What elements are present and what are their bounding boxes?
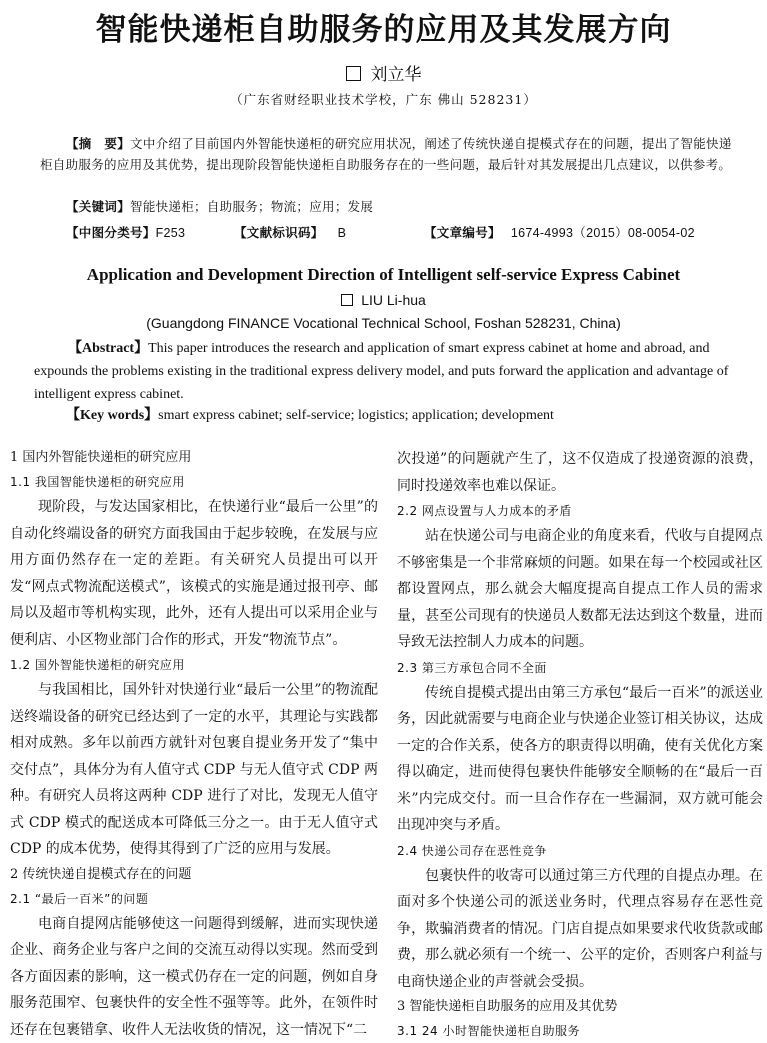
author-line (0, 60, 767, 85)
keywords-en-text: smart express cabinet; self-service; logistics; application; development (158, 408, 554, 423)
doc-code-value: B (338, 226, 347, 240)
author-name-en: LIU Li-hua (361, 292, 426, 308)
right-column (397, 446, 763, 1043)
keywords-zh-text: 智能快递柜；自助服务；物流；应用；发展 (130, 199, 373, 214)
abstract-zh (40, 133, 740, 175)
abstract-zh-label: 【摘 要】 (66, 136, 130, 151)
subsection-heading: 1.2 国外智能快递柜的研究应用 (10, 653, 378, 677)
paragraph: 现阶段，与发达国家相比，在快递行业“最后一公里”的自动化终端设备的研究方面我国由于起步较晚，在发展与应用方面仍然存在一定的差距。有关研究人员提出可以开发“网点式物流配送模式”，该模式的实施是通过报刊亭、邮局以及超市等机构实现，此外，还有人提出可以采用企业与便利店、小区物业部门合作的形式，开发“物流节点”。 (10, 494, 378, 653)
clc-value: F253 (156, 226, 186, 240)
section-heading: 1 国内外智能快递柜的研究应用 (10, 446, 378, 470)
doc-code-label: 【文献标识码】 (234, 225, 324, 240)
abstract-en (34, 337, 734, 406)
affiliation-en: (Guangdong FINANCE Vocational Technical School, Foshan 528231, China) (0, 315, 767, 331)
affiliation: （广东省财经职业技术学校，广东 佛山 528231） (0, 90, 767, 108)
subsection-heading: 2.1 “最后一百米”的问题 (10, 887, 378, 911)
article-no-label: 【文章编号】 (424, 225, 501, 240)
author-box-icon (346, 66, 361, 81)
subsection-heading: 1.1 我国智能快递柜的研究应用 (10, 470, 378, 494)
paragraph-continued: 次投递”的问题就产生了，这不仅造成了投递资源的浪费，同时投递效率也难以保证。 (397, 446, 763, 499)
paragraph: 传统自提模式提出由第三方承包“最后一百米”的派送业务，因此就需要与电商企业与快递企业签订相关协议，达成一定的合作关系，使各方的职责得以明确，使有关优化方案得以确定，进而使得包裹快件能够安全顺畅的在“最后一百米”内完成交付。而一旦合作存在一些漏洞，双方就可能会出现冲突与矛盾。 (397, 680, 763, 839)
paragraph: 电商自提网店能够使这一问题得到缓解，进而实现快递企业、商务企业与客户之间的交流互动得以实现。然而受到各方面因素的影响，这一模式仍存在一定的问题，例如自身服务范围窄、包裹快件的安全性不强等等。此外，在领件时还存在包裹错拿、收件人无法收货的情况，这一情况下“二 (10, 911, 378, 1043)
classification-codes (66, 222, 746, 244)
keywords-zh-label: 【关键词】 (66, 199, 130, 214)
left-column (10, 446, 378, 1043)
subsection-heading: 3.1 24 小时智能快递柜自助服务 (397, 1019, 763, 1043)
subsection-heading: 2.3 第三方承包合同不全面 (397, 656, 763, 680)
paper-title-en: Application and Development Direction of Intelligent self-service Express Cabinet (0, 265, 767, 285)
section-heading: 3 智能快递柜自助服务的应用及其优势 (397, 995, 763, 1019)
article-no-value: 1674-4993（2015）08-0054-02 (511, 226, 695, 240)
abstract-en-text: This paper introduces the research and application of smart express cabinet at home and abroad, and expounds the problems existing in the traditional express delivery model, and puts forward the application and advantage of intelligent express cabinet. (34, 341, 728, 402)
keywords-zh (66, 196, 766, 217)
keywords-en (66, 405, 746, 427)
abstract-zh-text: 文中介绍了目前国内外智能快递柜的研究应用状况，阐述了传统快递自提模式存在的问题，提出了智能快递柜自助服务的应用及其优势，提出现阶段智能快递柜自助服务存在的一些问题，最后针对其发展提出几点建议，以供参考。 (40, 136, 732, 172)
subsection-heading: 2.2 网点设置与人力成本的矛盾 (397, 499, 763, 523)
section-heading: 2 传统快递自提模式存在的问题 (10, 863, 378, 887)
paragraph: 站在快递公司与电商企业的角度来看，代收与自提网点不够密集是一个非常麻烦的问题。如果在每一个校园或社区都设置网点，那么就会大幅度提高自提点工作人员的需求量，甚至公司现有的快递员人数都无法达到这个数量，进而导致无法控制人力成本的问题。 (397, 523, 763, 656)
author-line-en (0, 292, 767, 308)
author-en-box-icon (341, 294, 353, 306)
paragraph: 包裹快件的收寄可以通过第三方代理的自提点办理。在面对多个快递公司的派送业务时，代理点容易存在恶性竞争，欺骗消费者的情况。门店自提点如果要求代收货款或邮费，那么就必须有一个统一、公平的定价，否则客户利益与电商快递企业的声誉就会受损。 (397, 863, 763, 996)
author-name: 刘立华 (371, 65, 422, 85)
paragraph: 与我国相比，国外针对快递行业“最后一公里”的物流配送终端设备的研究已经达到了一定的水平，其理论与实践都相对成熟。多年以前西方就针对包裹自提业务开发了“集中交付点”，具体分为有人值守式 CDP 与无人值守式 CDP 两种。有研究人员将这两种 CDP 进行了对比，发现无人值守式 CDP 模式的配送成本可降低三分之一。由于无人值守式 CDP 的成本优势，使得其得到了广泛的应用与发展。 (10, 677, 378, 863)
keywords-en-label: 【Key words】 (66, 408, 158, 423)
clc-label: 【中图分类号】 (66, 225, 156, 240)
paper-title: 智能快递柜自助服务的应用及其发展方向 (0, 4, 767, 49)
subsection-heading: 2.4 快递公司存在恶性竞争 (397, 839, 763, 863)
abstract-en-label: 【Abstract】 (68, 341, 148, 356)
